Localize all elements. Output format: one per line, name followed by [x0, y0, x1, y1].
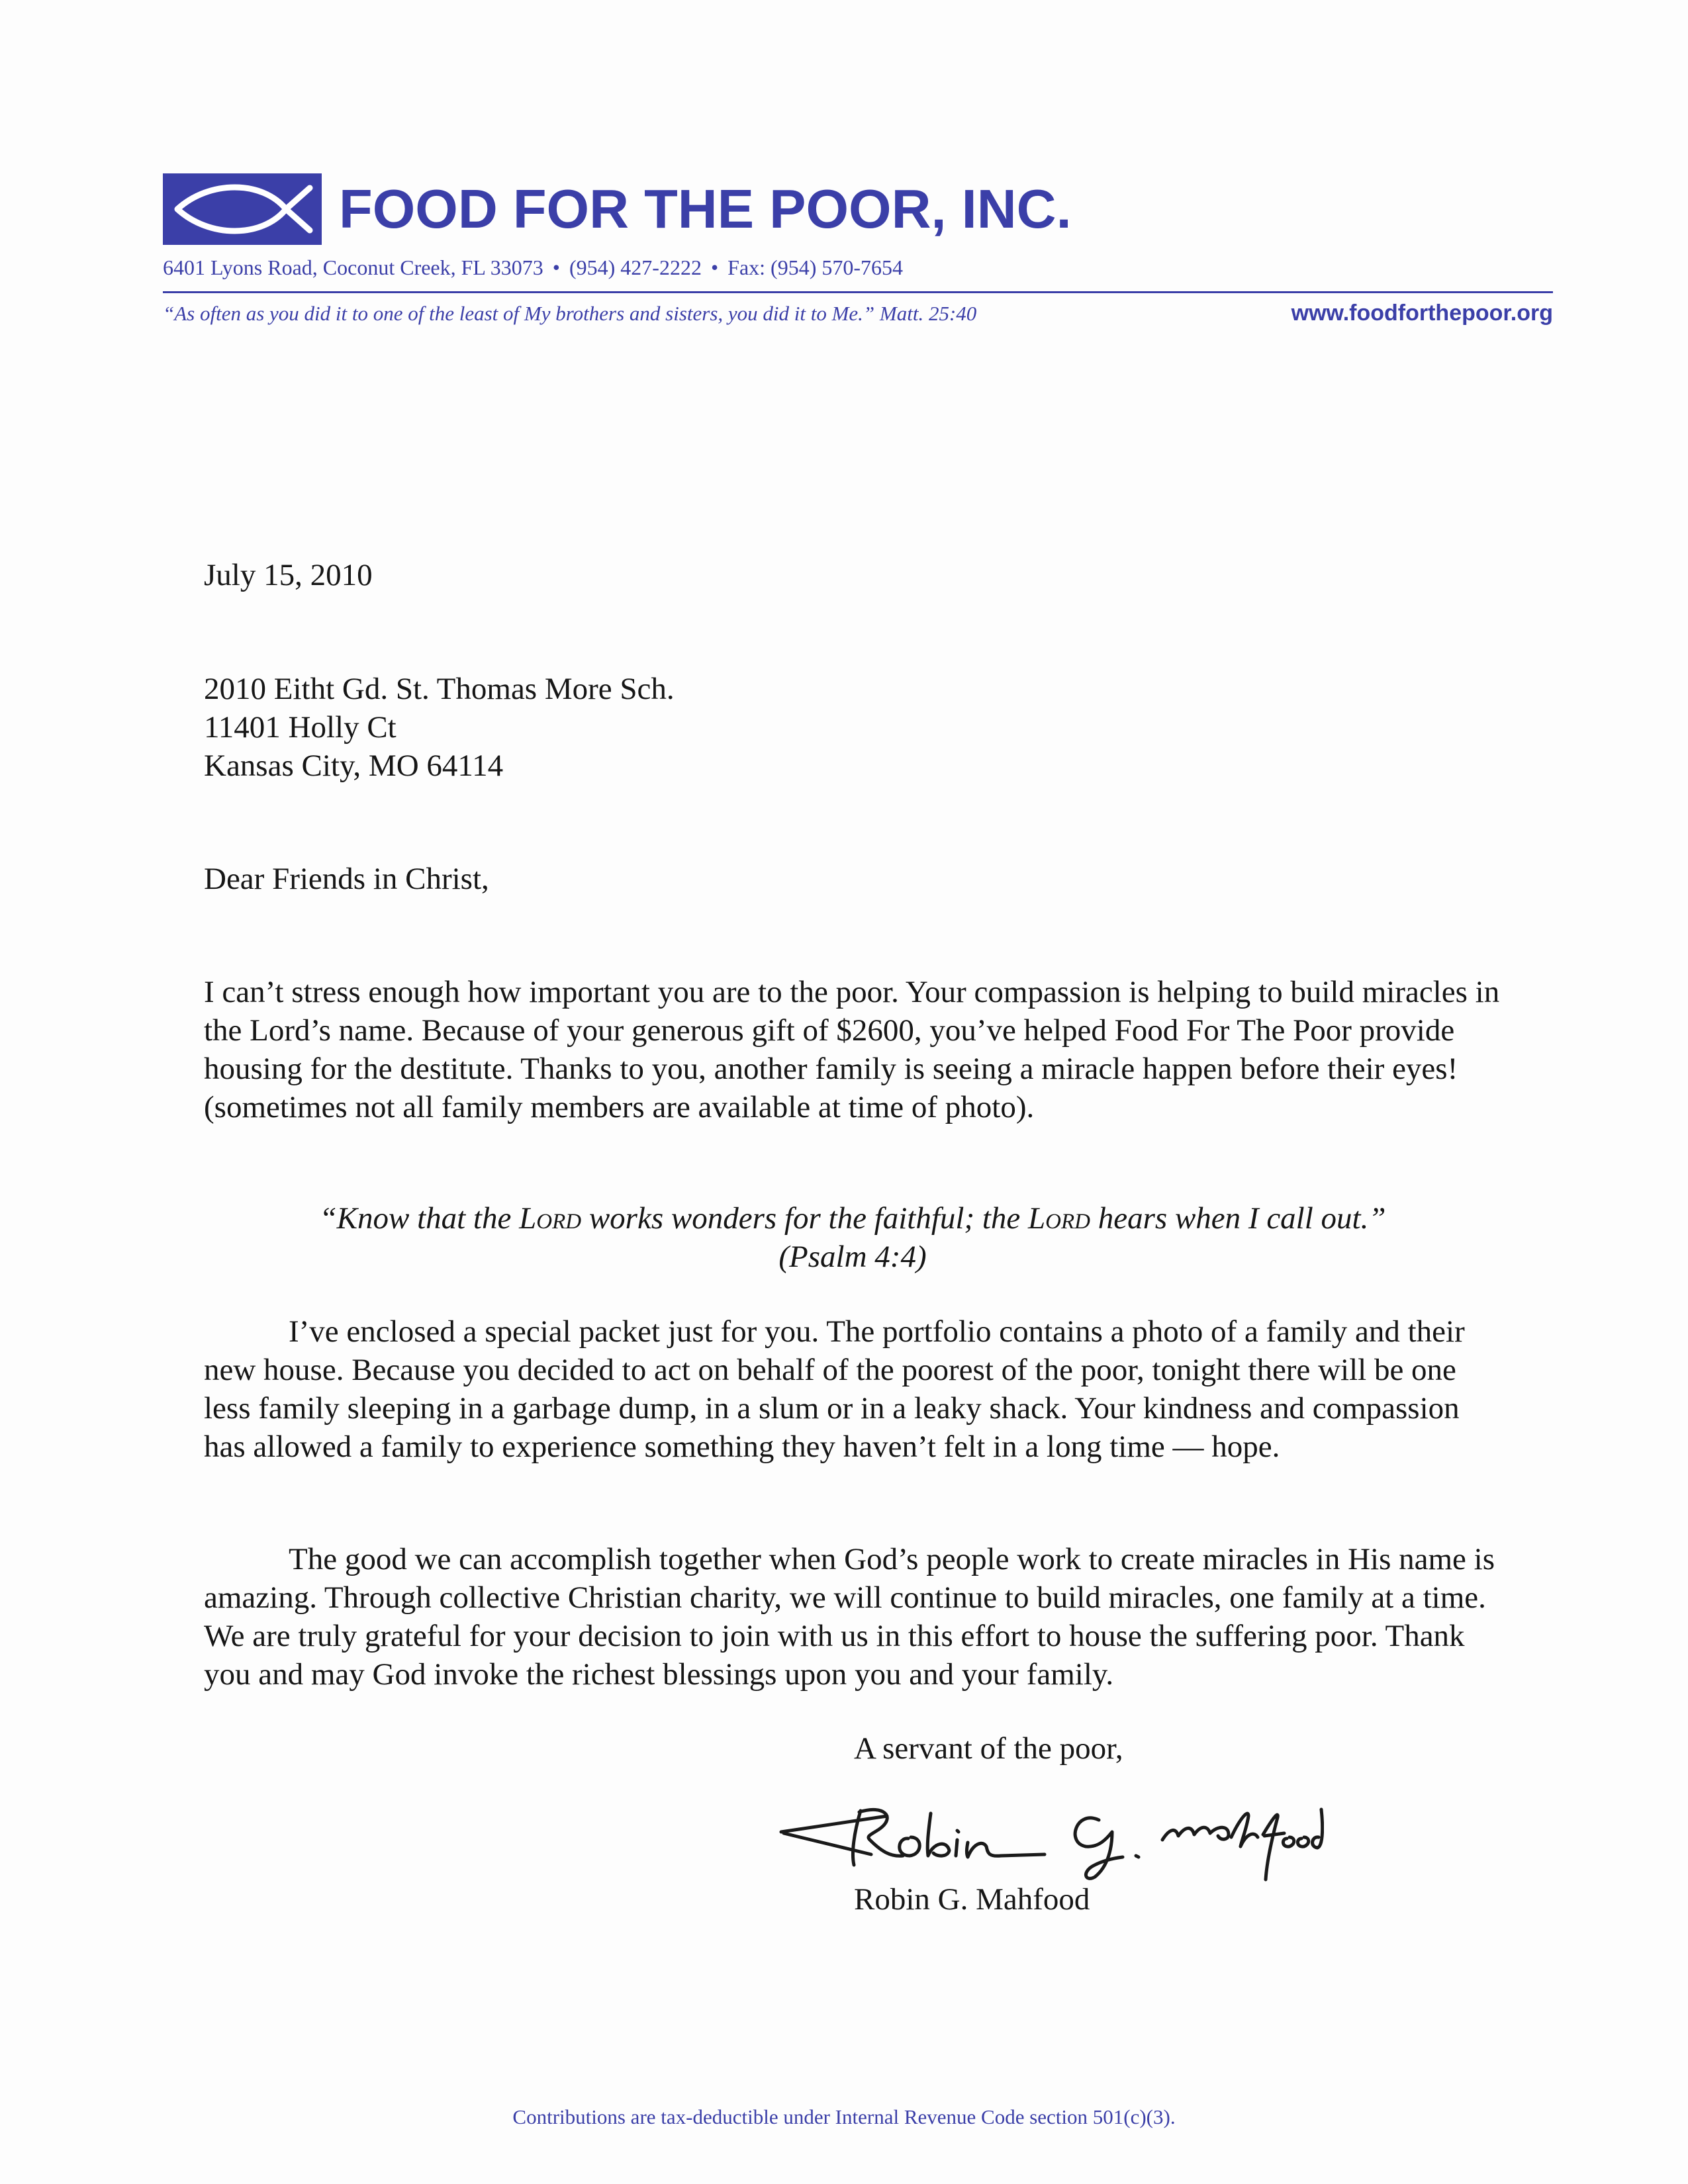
paragraph-text: I’ve enclosed a special packet just for you. The portfolio contains a photo of a family and their new house. Because you decided to act on behalf of the poorest of the poor, tonight there will be one less family sleeping in a garbage dump, in a slum or in a leaky shack. Your kindness and compassion has allowed a family to experience something they haven’t felt in a long time — hope. [204, 1314, 1465, 1464]
recipient-line: 11401 Holly Ct [204, 710, 397, 745]
fish-icon [163, 173, 322, 245]
separator-bullet: • [552, 255, 560, 279]
quote-lord: Lord [1028, 1201, 1091, 1236]
quote-citation: (Psalm 4:4) [778, 1240, 927, 1274]
paragraph-text: I can’t stress enough how important you are to the poor. Your compassion is helping to build miracles in the Lord’s name. Because of your generous gift of $2600, you’ve helped Food For The Poor provide housing for the destitute. Thanks to you, another family is seeing a miracle happen before their eyes! (sometimes not all family members are available at time of photo). [204, 975, 1500, 1124]
tax-deductible-note: Contributions are tax-deductible under Internal Revenue Code section 501(c)(3). [512, 2105, 1176, 2128]
closing-line: A servant of the poor, [854, 1731, 1123, 1766]
separator-bullet: • [710, 255, 719, 279]
organization-website: www.foodforthepoor.org [1291, 300, 1553, 326]
salutation: Dear Friends in Christ, [204, 862, 489, 896]
body-paragraph [204, 1540, 1501, 1694]
recipient-line: Kansas City, MO 64114 [204, 749, 504, 783]
organization-contact [163, 253, 903, 282]
header-divider [163, 291, 1553, 293]
quote-fragment: works wonders for the faithful; the [581, 1201, 1029, 1236]
quote-text [204, 1199, 1501, 1238]
quote-fragment: “Know that the [319, 1201, 520, 1236]
paragraph-text: The good we can accomplish together when God’s people work to create miracles in His name is amazing. Through collective Christian charity, we will continue to build miracles, one family at a time. We are truly grateful for your decision to join with us in this effort to house the suffering poor. Thank you and may God invoke the richest blessings upon you and your family. [204, 1542, 1495, 1692]
letter-date: July 15, 2010 [204, 558, 373, 592]
body-paragraph [204, 1312, 1501, 1466]
organization-phone: (954) 427-2222 [569, 255, 702, 279]
recipient-line: 2010 Eitht Gd. St. Thomas More Sch. [204, 672, 675, 706]
quote-lord: Lord [519, 1201, 582, 1236]
handwritten-signature [755, 1774, 1324, 1886]
signer-name: Robin G. Mahfood [854, 1882, 1090, 1917]
organization-fax: Fax: (954) 570-7654 [727, 255, 904, 279]
body-paragraph [204, 973, 1501, 1126]
organization-name: FOOD FOR THE POOR, INC. [339, 178, 1072, 240]
organization-motto: “As often as you did it to one of the least of My brothers and sisters, you did it to Me.” Matt. 25:40 [163, 302, 977, 325]
recipient-address [204, 670, 1501, 785]
scripture-quote [204, 1199, 1501, 1276]
quote-fragment: hears when I call out.” [1090, 1201, 1386, 1236]
organization-address: 6401 Lyons Road, Coconut Creek, FL 33073 [163, 255, 543, 279]
